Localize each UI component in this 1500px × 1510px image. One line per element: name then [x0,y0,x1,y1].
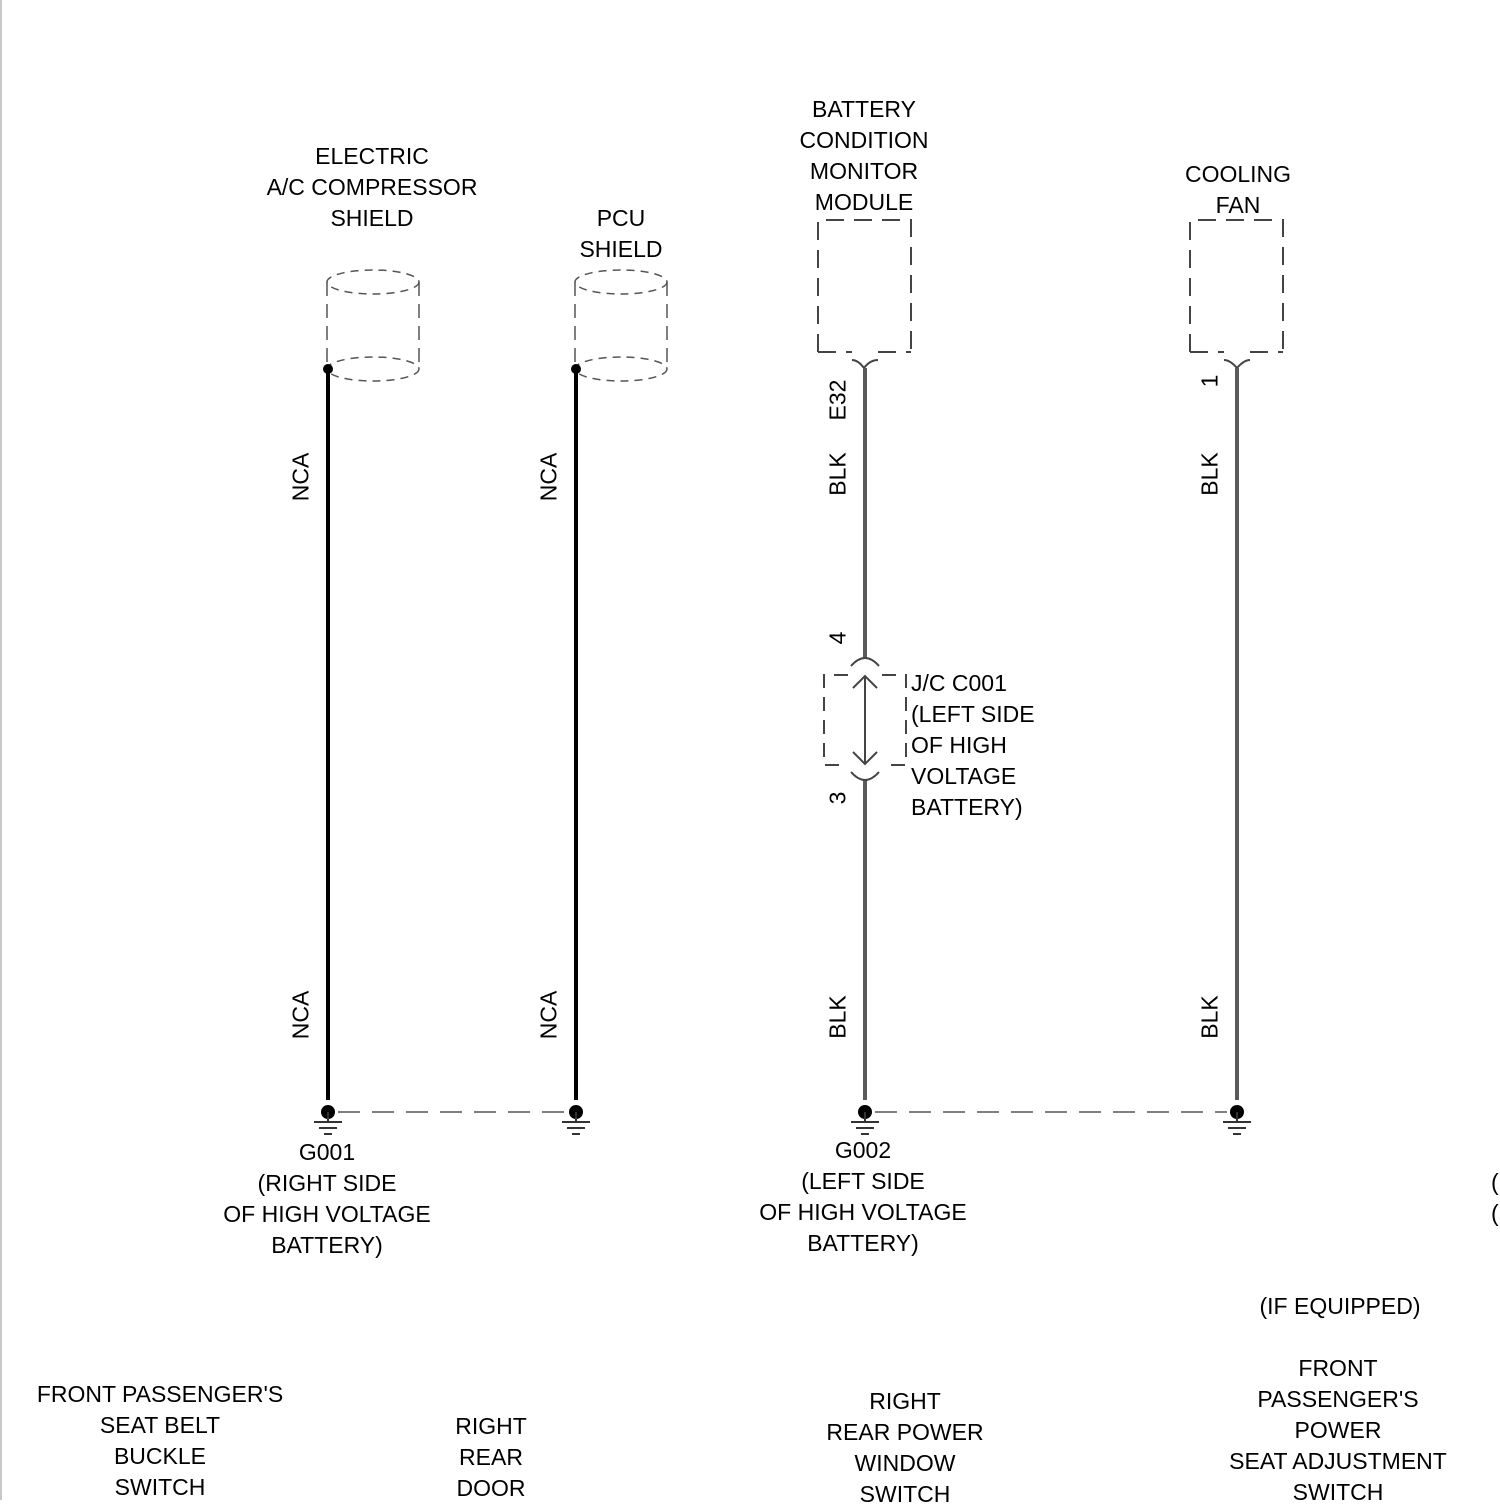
ac-compressor-shield-symbol [327,270,419,381]
label-line: OF HIGH VOLTAGE [223,1201,431,1227]
label-line: PASSENGER'S [1257,1386,1419,1412]
label-line: BUCKLE [113,1443,207,1469]
wire-color-pcu-top: NCA [535,452,562,502]
rear-window-switch-label [826,1386,983,1510]
ac-compressor-shield-label [267,141,478,234]
label-line: BATTERY) [911,794,1023,820]
ground-symbol-fan [1223,1105,1251,1134]
wire-color-ac-top: NCA [287,452,314,502]
label-line: FRONT [1298,1355,1378,1381]
ground-symbol-pcu [562,1105,590,1134]
wire-color-fan-bottom: BLK [1196,995,1223,1039]
battery-monitor-label [799,94,928,218]
label-line: A/C COMPRESSOR [266,174,478,200]
label-line: ELECTRIC [315,143,429,169]
bcm-pin-label: E32 [824,379,851,421]
label-line: ( [1491,1200,1499,1226]
wire-color-ac-bottom: NCA [287,990,314,1040]
label-line: G002 [834,1137,892,1163]
label-line: BATTERY) [807,1230,919,1256]
right-rear-door-label [455,1411,527,1504]
ground-g001-label [223,1137,430,1261]
label-line: MONITOR [809,158,919,184]
seat-belt-switch-label [37,1379,283,1503]
label-line: RIGHT [869,1388,941,1414]
junction-connector-label [911,668,1035,823]
label-line: G001 [298,1139,356,1165]
cooling-fan-connector [1224,360,1250,368]
label-line: POWER [1294,1417,1382,1443]
label-line: SEAT BELT [99,1412,221,1438]
junction-pin-bottom: 3 [824,791,851,805]
label-line: (LEFT SIDE [911,701,1035,727]
seat-adjust-switch-label [1229,1353,1447,1508]
wire-color-bcm-top: BLK [824,452,851,496]
label-line: SWITCH [114,1474,206,1500]
wire-color-pcu-bottom: NCA [535,990,562,1040]
label-line: CONDITION [799,127,929,153]
label-line: BATTERY) [271,1232,383,1258]
pcu-shield-label [579,203,662,265]
label-line: WINDOW [854,1450,956,1476]
label-line: FAN [1215,192,1261,218]
label-line: ( [1491,1169,1499,1195]
label-line: COOLING [1184,161,1292,187]
label-line: SWITCH [1292,1479,1384,1505]
cooling-fan-label [1185,159,1291,221]
wire-color-fan-top: BLK [1196,452,1223,496]
label-line: SWITCH [859,1481,951,1507]
label-line: VOLTAGE [911,763,1017,789]
wire-color-bcm-bottom: BLK [824,995,851,1039]
if-equipped-label: (IF EQUIPPED) [1259,1293,1421,1319]
pcu-shield-symbol [575,270,667,381]
ac-shield-splice-dot [323,364,333,374]
ground-symbol-bcm [851,1105,879,1134]
label-line: OF HIGH [911,732,1007,758]
label-line: SHIELD [330,205,414,231]
label-line: DOOR [456,1475,526,1501]
label-line: REAR POWER [826,1419,984,1445]
ground-symbol-ac [314,1105,342,1134]
label-line: SEAT ADJUSTMENT [1229,1448,1447,1474]
label-line: (LEFT SIDE [801,1168,925,1194]
cooling-fan-box [1190,220,1283,352]
label-line: BATTERY [812,96,916,122]
label-line: SHIELD [579,236,663,262]
label-line: MODULE [814,189,914,215]
pcu-shield-splice-dot [571,364,581,374]
label-line: (RIGHT SIDE [257,1170,397,1196]
label-line: REAR [459,1444,523,1470]
junction-connector-symbol [824,658,906,780]
label-line: J/C C001 [911,670,1007,696]
battery-monitor-connector [852,360,878,368]
label-line: PCU [596,205,646,231]
partial-edge-text [1491,1167,1499,1229]
junction-pin-top: 4 [824,631,851,645]
fan-pin-label: 1 [1196,374,1223,388]
label-line: FRONT PASSENGER'S [36,1381,284,1407]
ground-g002-label [759,1135,966,1259]
label-line: RIGHT [455,1413,527,1439]
battery-monitor-box [818,220,911,352]
label-line: OF HIGH VOLTAGE [759,1199,967,1225]
